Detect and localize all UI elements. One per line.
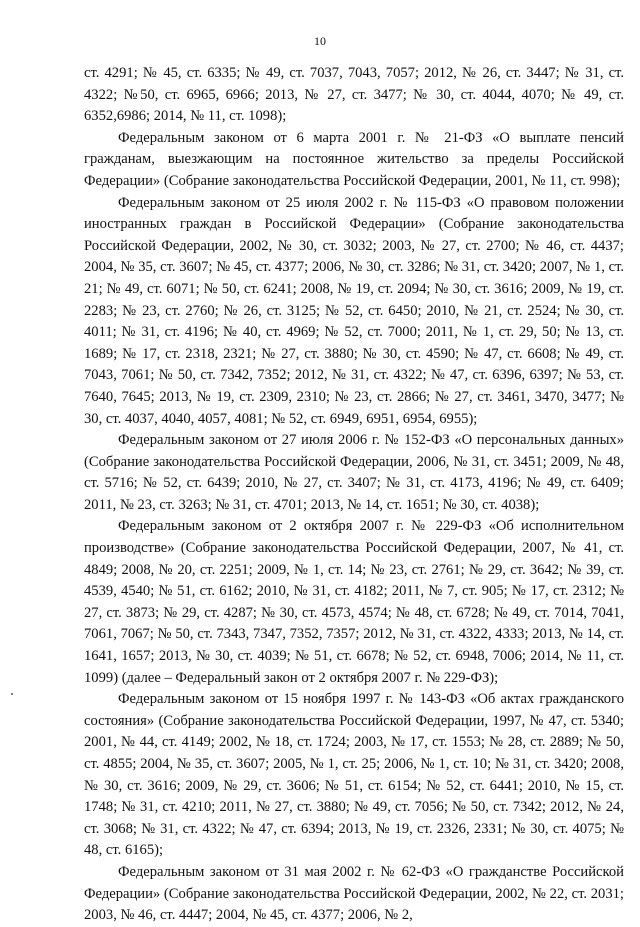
paragraph-continuation: ст. 4291; № 45, ст. 6335; № 49, ст. 7037, 7043, 7057; 2012, № 26, ст. 3447; № 31, ст. 4322; №50, ст. 6965, 6966; 2013, № 27, ст. 3477; № 30, ст. 4044, 4070; № 49, ст. 6352,6986; 2014, № 11, ст. 1098); <box>84 65 624 125</box>
paragraph-law-115-fz: Федеральным законом от 25 июля 2002 г. № 115-ФЗ «О правовом положении иностранных граждан в Российской Федерации» (Собрание законодательства Российской Федерации, 2002, № 30, ст. 3032; 2003, № 27, ст. 2700; № 46, ст. 4437; 2004, № 35, ст. 3607; № 45, ст. 4377; 2006, № 30, ст. 3286; № 31, ст. 3420; 2007, № 1, ст. 21; № 49, ст. 6071; № 50, ст. 6241; 2008, № 19, ст. 2094; № 30, ст. 3616; 2009, № 19, ст. 2283; № 23, ст. 2760; № 26, ст. 3125; № 52, ст. 6450; 2010, № 21, ст. 2524; № 30, ст. 4011; № 31, ст. 4196; № 40, ст. 4969; № 52, ст. 7000; 2011, № 1, ст. 29, 50; № 13, ст. 1689; № 17, ст. 2318, 2321; № 27, ст. 3880; № 30, ст. 4590; № 47, ст. 6608; № 49, ст. 7043, 7061; № 50, ст. 7342, 7352; 2012, № 31, ст. 4322; № 47, ст. 6396, 6397; № 53, ст. 7640, 7645; 2013, № 19, ст. 2309, 2310; № 23, ст. 2866; № 27, ст. 3461, 3470, 3477; № 30, ст. 4037, 4040, 4057, 4081; № 52, ст. 6949, 6951, 6954, 6955); <box>84 194 624 427</box>
document-body <box>84 63 624 927</box>
margin-speck <box>11 693 13 695</box>
page-number: 10 <box>314 34 326 48</box>
paragraph-law-152-fz: Федеральным законом от 27 июля 2006 г. № 152-ФЗ «О персональных данных» (Собрание законодательства Российской Федерации, 2006, № 31, ст. 3451; 2009, № 48, ст. 5716; № 52, ст. 6439; 2010, № 27, ст. 3407; № 31, ст. 4173, 4196; № 49, ст. 6409; 2011, № 23, ст. 3263; № 31, ст. 4701; 2013, № 14, ст. 1651; № 30, ст. 4038); <box>84 432 624 513</box>
paragraph-law-229-fz: Федеральным законом от 2 октября 2007 г. № 229-ФЗ «Об исполнительном производстве» (Собрание законодательства Российской Федерации, 2007, № 41, ст. 4849; 2008, № 20, ст. 2251; 2009, № 1, ст. 14; № 23, ст. 2761; № 29, ст. 3642; № 39, ст. 4539, 4540; № 51, ст. 6162; 2010, № 31, ст. 4182; 2011, № 7, ст. 905; № 17, ст. 2312; № 27, ст. 3873; № 29, ст. 4287; № 30, ст. 4573, 4574; № 48, ст. 6728; № 49, ст. 7014, 7041, 7061, 7067; № 50, ст. 7343, 7347, 7352, 7357; 2012, № 31, ст. 4322, 4333; 2013, № 14, ст. 1641, 1657; 2013, № 30, ст. 4039; № 51, ст. 6678; № 52, ст. 6948, 7006; 2014, № 11, ст. 1099) (далее – Федеральный закон от 2 октября 2007 г. № 229-ФЗ); <box>84 518 624 686</box>
paragraph-law-21-fz: Федеральным законом от 6 марта 2001 г. № 21-ФЗ «О выплате пенсий гражданам, выезжающим на постоянное жительство за пределы Российской Федерации» (Собрание законодательства Российской Федерации, 2001, № 11, ст. 998); <box>84 129 624 189</box>
paragraph-law-62-fz: Федеральным законом от 31 мая 2002 г. № 62-ФЗ «О гражданстве Российской Федерации» (Собрание законодательства Российской Федерации, 2002, № 22, ст. 2031; 2003, № 46, ст. 4447; 2004, № 45, ст. 4377; 2006, № 2, <box>84 863 624 924</box>
paragraph-law-143-fz: Федеральным законом от 15 ноября 1997 г. № 143-ФЗ «Об актах гражданского состояния» (Собрание законодательства Российской Федерации, 1997, № 47, ст. 5340; 2001, № 44, ст. 4149; 2002, № 18, ст. 1724; 2003, № 17, ст. 1553; № 28, ст. 2889; № 50, ст. 4855; 2004, № 35, ст. 3607; 2005, № 1, ст. 25; 2006, № 1, ст. 10; № 31, ст. 3420; 2008, № 30, ст. 3616; 2009, № 29, ст. 3606; № 51, ст. 6154; № 52, ст. 6441; 2010, № 15, ст. 1748; № 31, ст. 4210; 2011, № 27, ст. 3880; № 49, ст. 7056; № 50, ст. 7342; 2012, № 24, ст. 3068; № 31, ст. 4322; № 47, ст. 6394; 2013, № 19, ст. 2326, 2331; № 30, ст. 4075; № 48, ст. 6165); <box>84 691 624 859</box>
